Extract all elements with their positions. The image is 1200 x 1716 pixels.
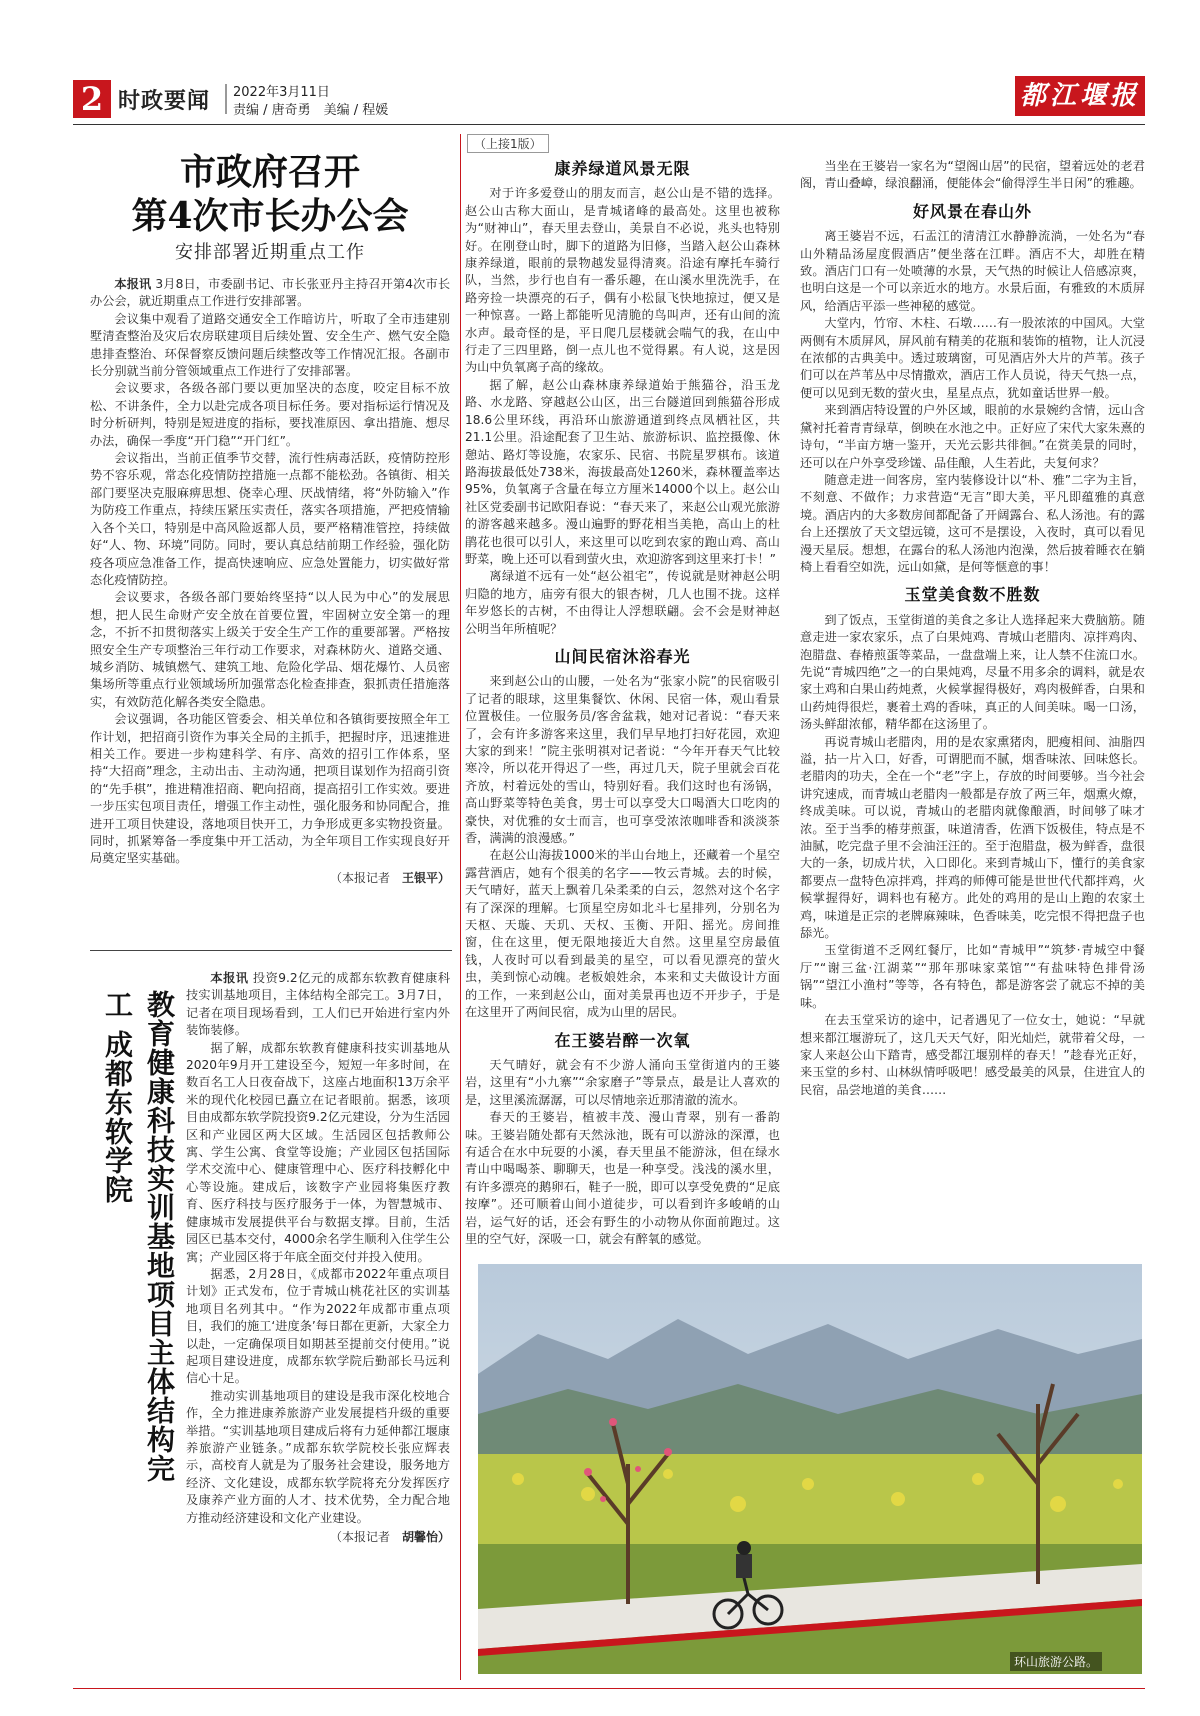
article1-paragraph: 会议要求，各级各部门要始终坚持“以人民为中心”的发展思想，把人民生命财产安全放在首要位置，牢固树立安全第一的理念，不折不扣贯彻落实上级关于安全生产工作的重要部署。严格按照安全生产专项整治三年行动工作要求，对森林防火、道路交通、城乡消防、城镇燃气、建筑工地、危险化学品、烟花爆竹、人员密集场所等重点行业领域场所加强常态化检查排查，狠抓责任措施落实，有效防范化解各类安全隐患。 bbox=[90, 590, 450, 709]
photo-caption: 环山旅游公路。 bbox=[1010, 1652, 1102, 1671]
feature-paragraph: 来到赵公山的山腰，一处名为“张家小院”的民宿吸引了记者的眼球，这里集餐饮、休闲、民宿一体，观山看景位置极佳。一位服务员/客舍盆栽，她对记者说：“春天来了，会有许多游客来这里，我们早早地打扫好花园，欢迎大家的到来！”院主张明祺对记者说：“今年开春天气比较寒冷，所以花开得迟了一些，再过几天，院子里就会百花齐放，村着远处的雪山，特别好看。我们这时也有汤锅，高山野菜等特色美食，男士可以享受大口喝酒大口吃肉的豪快，对优雅的女士而言，也可享受浓浓咖啡香和淡淡茶香，满满的浪漫感。” bbox=[465, 674, 780, 846]
article1-paragraph: 本报讯 3月8日，市委副书记、市长张亚丹主持召开第4次市长办公会，就近期重点工作进行安排部署。 bbox=[90, 277, 450, 309]
article1-headline bbox=[90, 150, 450, 238]
article1-body bbox=[90, 276, 450, 941]
article2-paragraph: 推动实训基地项目的建设是我市深化校地合作，全力推进康养旅游产业发展提档升级的重要举措。“实训基地项目建成后将有力延伸都江堰康养旅游产业链条。”成都东软学院校长张应辉表示，高校育人就是为了服务社会建设，服务地方经济、文化建设，成都东软学院将充分发挥医疗及康养产业方面的人才、技术优势，全力配合地方推动经济建设和文化产业建设。 bbox=[186, 1388, 450, 1525]
feature-paragraph: 天气晴好，就会有不少游人涌向玉堂街道内的王婆岩，这里有“小九寨”“余家磨子”等景点，最是让人喜欢的是，这里溪流潺潺，可以尽情地亲近那清澈的流水。 bbox=[465, 1057, 780, 1107]
article1-paragraph: 会议要求，各级各部门要以更加坚决的态度，咬定目标不放松、不讲条件，全力以赴完成各项目标任务。要对指标运行情况及时分析研判，特别是短进度的指标，要找准原因、拿出措施、想尽办法，确保一季度“开门稳”“开门红”。 bbox=[90, 381, 450, 448]
feature-column-right bbox=[800, 158, 1145, 1248]
article2-byline: （本报记者 胡馨怡） bbox=[329, 1530, 450, 1544]
article1-title-line1: 市政府召开 bbox=[179, 151, 360, 193]
issue-date: 2022年3月11日 bbox=[233, 85, 330, 100]
article1-byline: （本报记者 王银平） bbox=[329, 870, 450, 885]
feature-column-middle bbox=[465, 158, 780, 1248]
column-divider bbox=[460, 134, 461, 1680]
article2-paragraph: 本报讯 投资9.2亿元的成都东软教育健康科技实训基地项目，主体结构全部完工。3月7日，记者在项目现场看到，工人们已开始进行室内外装饰装修。 bbox=[186, 971, 450, 1038]
newspaper-logo: 都江堰报 bbox=[1015, 76, 1145, 116]
article2-paragraph: 据了解，成都东软教育健康科技实训基地从2020年9月开工建设至今，短短一年多时间，在数百名工人日夜奋战下，这座占地面积13万余平米的现代化校园已矗立在记者眼前。据悉，该项目由成都东软学院投资9.2亿元建设，分为生活园区和产业园区两大区域。生活园区包括教师公寓、学生公寓、食堂等设施；产业园区包括国际学术交流中心、健康管理中心、医疗科技孵化中心等设施。建成后，该数字产业园将集医疗教育、医疗科技与医疗服务于一体，为智慧城市、健康城市发展提供平台与数据支撑。目前，生活园区已基本交付，4000余名学生顺利入住学生公寓；产业园区将于年底全面交付并投入使用。 bbox=[186, 1040, 450, 1264]
editor-credits: 责编 / 唐奇勇 美编 / 程媛 bbox=[233, 103, 389, 118]
article2-vertical-headline: 教育健康科技实训基地项目主体结构完工 成都东软学院 bbox=[101, 990, 176, 1483]
header-rule bbox=[73, 124, 1145, 125]
article1-paragraph: 会议强调，各功能区管委会、相关单位和各镇街要按照全年工作计划，把招商引资作为事关全局的主抓手，把握时序，迅速推进相关工作。要进一步构建科学、有序、高效的招引工作体系，坚持“大招商”理念，主动出击、主动沟通，把项目谋划作为招商引资的“先手棋”，推进精准招商、靶向招商，提高招引工作实效。要进一步压实包项目责任，增强工作主动性，强化服务和协同配合，推进开工项目快建设，落地项目快开工，力争形成更多实物投资量。同时，抓紧筹备一季度集中开工活动，为全年项目工作实现良好开局奠定坚实基础。 bbox=[90, 712, 450, 866]
feature-paragraph: 据了解，赵公山森林康养绿道始于熊猫谷，沿玉龙路、水龙路、穿越赵公山区，出三台隧道回到熊猫谷形成18.6公里环线，再沿环山旅游通道到终点凤栖社区，共21.1公里。沿途配套了卫生站、旅游标识、监控摄像、休憩站、路灯等设施，农家乐、民宿、书院星罗棋布。该道路海拔最低处738米，海拔最高处1260米，森林覆盖率达95%，负氧离子含量在每立方厘米14000个以上。赵公山社区党委副书记欧阳春说：“春天来了，来赵公山观光旅游的游客越来越多。漫山遍野的野花相当美艳，高山上的杜鹃花也很可以引人，来这里可以吃到农家的跑山鸡、高山野菜，晚上还可以看到萤火虫，欢迎游客到这里来打卡！” bbox=[465, 377, 780, 566]
feature-paragraph: 随意走进一间客房，室内装修设计以“朴、雅”二字为主旨，不刻意、不做作；力求营造“无言”即大美，平凡即蕴雅的真意境。酒店内的大多数房间都配备了开阔露台、私人汤池。有的露台上还摆放了天文望远镜，这可不是摆设，入夜时，真可以看见漫天星辰。想想，在露台的私人汤池内泡澡，然后披着睡衣在躺椅上看看空如洗，远山如黛，是何等惬意的事！ bbox=[800, 472, 1145, 574]
section-title: 时政要闻 bbox=[118, 89, 211, 114]
feature-subheading: 康养绿道风景无限 bbox=[554, 159, 691, 178]
rapeseed-field bbox=[478, 1454, 1142, 1544]
article1-subtitle: 安排部署近期重点工作 bbox=[175, 242, 365, 263]
cycling-road-illustration bbox=[478, 1264, 1142, 1674]
feature-paragraph: 在赵公山海拔1000米的半山台地上，还藏着一个星空露营酒店，她有个很美的名字——牧云青城。去的时候，天气晴好，蓝天上飘着几朵柔柔的白云，忽然对这个名字有了深深的理解。七顶星空房如北斗七星排列，分别名为天枢、天璇、天玑、天权、玉衡、开阳、摇光。房间推窗，住在这里，便无限地接近大自然。这里星空房最值钱，人夜时可以看到最美的星空，可以看见漂亮的萤火虫，美到惊心动魄。老板娘姓余，本来和丈夫做设计方面的工作，一来到赵公山，面对美景再也迈不开步子，于是在这里开了两间民宿，成为山里的居民。 bbox=[465, 848, 780, 1020]
feature-paragraph: 离绿道不远有一处“赵公祖宅”，传说就是财神赵公明归隐的地方，庙旁有很大的银杏树，几人也围不拢。这样年岁悠长的古树，不由得让人浮想联翩。会不会是财神赵公明当年所植呢？ bbox=[465, 569, 780, 636]
article-divider bbox=[90, 950, 452, 951]
feature-paragraph: 当坐在王婆岩一家名为“望阁山居”的民宿，望着远处的老君阁，青山叠嶂，绿浪翻涌，便能体会“偷得浮生半日闲”的雅趣。 bbox=[800, 159, 1145, 191]
feature-paragraph: 玉堂街道不乏网红餐厅，比如“青城甲”“筑梦·青城空中餐厅”“谢三盆·江湖菜”“那年那味家菜馆”“有盐味特色排骨汤锅”“望江小渔村”等等，各有特色，都是游客尝了就忘不掉的美味。 bbox=[800, 943, 1145, 1010]
feature-paragraph: 来到酒店特设置的户外区域，眼前的水景婉约含情，远山含黛衬托着青青绿草，倒映在水池之中。正好应了宋代大家朱熹的诗句，“半亩方塘一鉴开，天光云影共徘徊。”在赏美景的同时，还可以在户外享受珍馐、品佳酿，人生若此，夫复何求？ bbox=[800, 403, 1145, 470]
continued-label: （上接1版） bbox=[467, 134, 549, 153]
article1-lead-label: 本报讯 bbox=[114, 277, 152, 291]
feature-paragraph: 到了饭点，玉堂街道的美食之多让人选择起来大费脑筋。随意走进一家农家乐，点了白果炖鸡、青城山老腊肉、凉拌鸡肉、泡腊盘、春椿煎蛋等菜品，一盘盘端上来，让人禁不住流口水。先说“青城四绝”之一的白果炖鸡，尽量不用多余的调料，就是农家土鸡和白果山药炖煮，火候掌握得极好，鸡肉极鲜香，白果和山药炖得很烂，裹着土鸡的香味，真正的人间美味。喝一口汤，汤头鲜甜浓郁，精华都在这汤里了。 bbox=[800, 612, 1145, 732]
article2-lead-label: 本报讯 bbox=[210, 971, 249, 985]
feature-paragraph: 大堂内，竹帘、木柱、石墩……有一股浓浓的中国风。大堂两侧有木质屏风，屏风前有精美的花瓶和装饰的植物，让人沉浸在浓郁的古典美中。透过玻璃窗，可见酒店外大片的芦苇。孩子们可以在芦苇丛中尽情撒欢，酒店工作人员说，待天气热一点，便可以见到无数的萤火虫，星星点点，犹如童话世界一般。 bbox=[800, 316, 1145, 400]
feature-paragraph: 对于许多爱登山的朋友而言，赵公山是不错的选择。赵公山古称大面山，是青城诸峰的最高处。这里也被称为“财神山”，春天里去登山，美景自不必说，兆头也特别好。在刚登山时，脚下的道路为旧修，当踏入赵公山森林康养绿道，眼前的景物越发显得清爽。沿途有摩托车骑行队，当然，步行也自有一番乐趣，在山溪水里洗洗手，在路旁捡一块漂亮的石子，偶有小松鼠飞快地掠过，便又是一种惊喜。一路上都能听见清脆的鸟叫声，还有山间的流水声。最奇怪的是，平日爬几层楼就会喘气的我，在山中行走了三四里路，倒一点儿也不觉得累。有人说，这是因为山中负氧离子高的缘故。 bbox=[465, 186, 780, 375]
page-number: 2 bbox=[73, 80, 111, 118]
header-divider bbox=[225, 84, 227, 114]
feature-subheading: 在王婆岩醉一次氧 bbox=[554, 1030, 691, 1050]
feature-subheading: 山间民宿沐浴春光 bbox=[554, 646, 691, 666]
article1-paragraph: 会议指出，当前正值季节交替，流行性病毒活跃，疫情防控形势不容乐观，常态化疫情防控措施一点都不能松劲。各镇街、相关部门要坚决克服麻痹思想、侥幸心理、厌战情绪，将“外防输入”作为防疫工作重点，持续压紧压实责任，落实各项措施，严把疫情输入各个关口，特别是中高风险返都人员，要严格精准管控，持续做好“人、物、环境”同防。同时，要认真总结前期工作经验，强化防疫各项应急准备工作，提高快速响应、应急处置能力，切实做好常态化疫情防控。 bbox=[90, 451, 450, 587]
article1-paragraph: 会议集中观看了道路交通安全工作暗访片，听取了全市违建别墅清查整治及灾后农房联建项目后续处置、安全生产、燃气安全隐患排查整治、环保督察反馈问题后续整改等工作情况汇报。各副市长分别就当前分管领域重点工作进行了安排部署。 bbox=[90, 311, 450, 379]
footer-rule bbox=[73, 1688, 1145, 1689]
feature-photo bbox=[478, 1264, 1142, 1674]
feature-paragraph: 离王婆岩不远，石盂江的清清江水静静流淌，一处名为“春山外精品汤屋度假酒店”便坐落在江畔。酒店不大，却胜在精致。酒店门口有一处喷薄的水景，天气热的时候让人倍感凉爽，也明白这是一个可以亲近水的地方。水景后面，有雅致的木质屏风，给酒店平添一些神秘的感觉。 bbox=[800, 229, 1145, 313]
article2-paragraph: 据悉，2月28日，《成都市2022年重点项目计划》正式发布，位于青城山桃花社区的实训基地项目名列其中。“作为2022年成都市重点项目，我们的施工‘进度条’每日都在更新，大家全力以赴，一定确保项目如期甚至提前交付使用。”说起项目建设进度，成都东软学院后勤部长马远利信心十足。 bbox=[186, 1266, 450, 1386]
feature-subheading: 好风景在春山外 bbox=[912, 201, 1032, 221]
feature-paragraph: 再说青城山老腊肉，用的是农家熏猪肉，肥瘦相间、油脂四溢，拈一片入口，好香，可谓肥而不腻，烟香味浓、回味悠长。老腊肉的功夫，全在一个“老”字上，存放的时间要够。当今社会讲究速成，而青城山老腊肉一般都是存放了两三年，烟熏火燎，终成美味。可以说，青城山的老腊肉就像酿酒，时间够了味才浓。至于当季的椿芽煎蛋，味道清香，佐酒下饭极佳，特点是不油腻，吃完盘子里不会油汪汪的。至于泡腊盘，极为鲜香，盘很大的一条，切成片状，入口即化。来到青城山下，懂行的美食家都要点一盘特色凉拌鸡，拌鸡的师傅可能是世世代代都拌鸡，火候掌握得好，调料也有秘方。此处的鸡用的是山上跑的农家土鸡，味道是正宗的老牌麻辣味，色香味美，吃完恨不得把盘子也舔光。 bbox=[800, 734, 1145, 941]
article2-body bbox=[186, 970, 450, 1666]
feature-paragraph: 春天的王婆岩，植被丰茂、漫山青翠，别有一番韵味。王婆岩随处都有天然泳池，既有可以游泳的深潭，也有适合在水中玩耍的小溪，春天里虽不能游泳，但在绿水青山中喝喝茶、聊聊天，也是一种享受。浅浅的溪水里，有许多漂亮的鹅卵石，鞋子一脱，即可以享受免费的“足底按摩”。还可顺着山间小道徒步，可以看到许多峻峭的山岩，运气好的话，还会有野生的小动物从你面前跑过。这里的空气好，深吸一口，就会有醉氧的感觉。 bbox=[465, 1110, 780, 1246]
feature-subheading: 玉堂美食数不胜数 bbox=[904, 585, 1041, 605]
article1-title-line2: 第4次市长办公会 bbox=[131, 195, 409, 237]
feature-paragraph: 在去玉堂采访的途中，记者遇见了一位女士，她说：“早就想来都江堰游玩了，这几天天气好，阳光灿烂，就带着父母，一家人来赵公山下踏青，感受都江堰别样的春天！”趁春光正好，来玉堂的乡村、山林纵情呼吸吧！感受最美的风景，住进宜人的民宿，品尝地道的美食…… bbox=[800, 1013, 1145, 1097]
